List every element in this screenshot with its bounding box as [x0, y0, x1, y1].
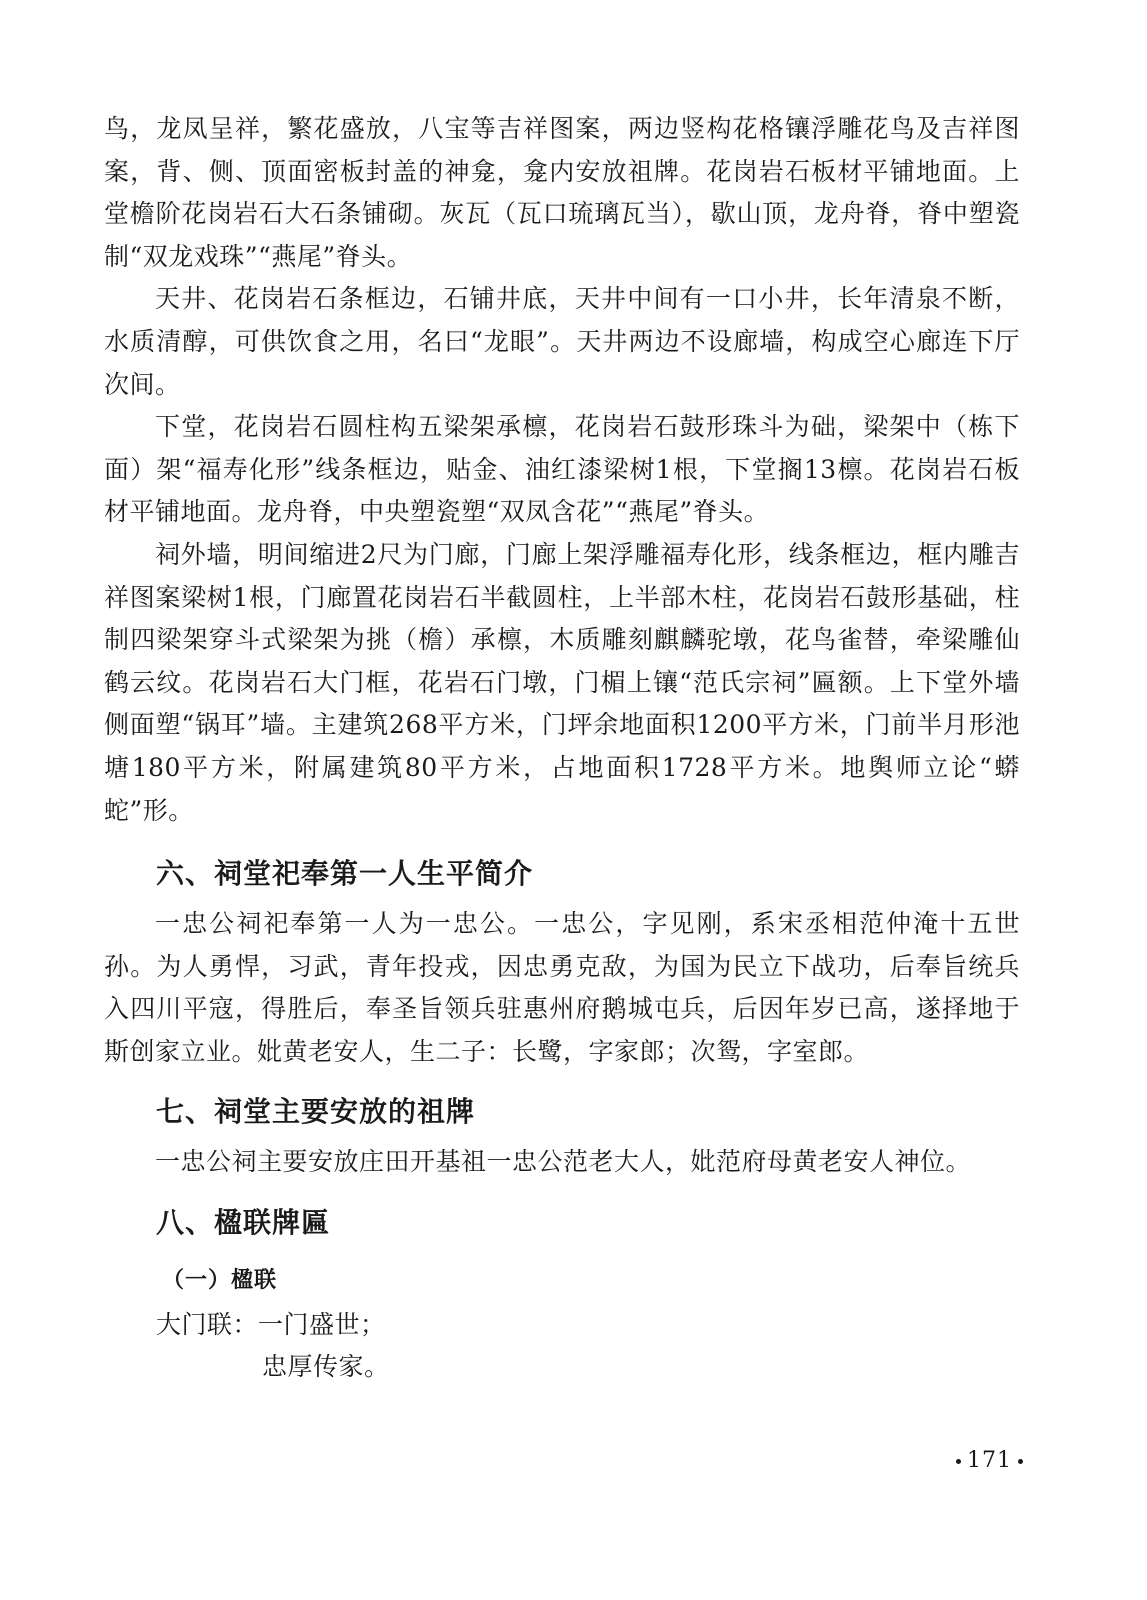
page-number-text: 171 — [967, 1448, 1012, 1473]
section-heading-7: 七、祠堂主要安放的祖牌 — [156, 1095, 476, 1129]
page-number — [950, 1448, 1029, 1473]
paragraph-ancestor-biography: 一忠公祠祀奉第一人为一忠公。一忠公，字见刚，系宋丞相范仲淹十五世孙。为人勇悍，习武，青年投戎，因忠勇克敌，为国为民立下战功，后奉旨统兵入四川平寇，得胜后，奉圣旨领兵驻惠州府鹅城屯兵，后因年岁已高，遂择地于斯创家立业。妣黄老安人，生二子：长鹭，字家郎；次鸳，字室郎。 — [104, 909, 1020, 1066]
section-heading-8: 八、楹联牌匾 — [156, 1206, 331, 1240]
couplet-line-2: 忠厚传家。 — [262, 1352, 390, 1382]
paragraph-courtyard: 天井、花岗岩石条框边，石铺井底，天井中间有一口小井，长年清泉不断，水质清醇，可供饮食之用，名曰“龙眼”。天井两边不设廊墙，构成空心廊连下厅次间。 — [104, 284, 1020, 399]
paragraph-altar-description: 鸟，龙凤呈祥，繁花盛放，八宝等吉祥图案，两边竖构花格镶浮雕花鸟及吉祥图案，背、侧、顶面密板封盖的神龛，龛内安放祖牌。花岗岩石板材平铺地面。上堂檐阶花岗岩石大石条铺砌。灰瓦（瓦口琉璃瓦当），歇山顶，龙舟脊，脊中塑瓷制“双龙戏珠”“燕尾”脊头。 — [104, 114, 1020, 271]
paragraph-lower-hall: 下堂，花岗岩石圆柱构五梁架承檩，花岗岩石鼓形珠斗为础，梁架中（栋下面）架“福寿化形”线条框边，贴金、油红漆梁树1根，下堂搁13檩。花岗岩石板材平铺地面。龙舟脊，中央塑瓷塑“双凤含花”“燕尾”脊头。 — [104, 412, 1020, 527]
body-text — [104, 108, 1020, 1388]
paragraph-outer-wall: 祠外墙，明间缩进2尺为门廊，门廊上架浮雕福寿化形，线条框边，框内雕吉祥图案梁树1根，门廊置花岗岩石半截圆柱，上半部木柱，花岗岩石鼓形基础，柱制四梁架穿斗式梁架为挑（檐）承檩，木质雕刻麒麟驼墩，花鸟雀替，牵梁雕仙鹤云纹。花岗岩石大门框，花岩石门墩，门楣上镶“范氏宗祠”匾额。上下堂外墙侧面塑“锅耳”墙。主建筑268平方米，门坪余地面积1200平方米，门前半月形池塘180平方米，附属建筑80平方米，占地面积1728平方米。地舆师立论“蟒蛇”形。 — [104, 539, 1020, 825]
couplet-line-1 — [104, 1304, 1020, 1346]
right-dot — [1018, 1459, 1023, 1464]
couplet-text-1: 一门盛世； — [258, 1310, 386, 1340]
subsection-heading-couplets: （一）楹联 — [162, 1268, 278, 1294]
paragraph-ancestral-tablets: 一忠公祠主要安放庄田开基祖一忠公范老大人，妣范府母黄老安人神位。 — [155, 1147, 972, 1177]
couplet-label: 大门联： — [156, 1310, 259, 1340]
section-heading-6: 六、祠堂祀奉第一人生平简介 — [156, 857, 534, 891]
left-dot — [956, 1459, 961, 1464]
